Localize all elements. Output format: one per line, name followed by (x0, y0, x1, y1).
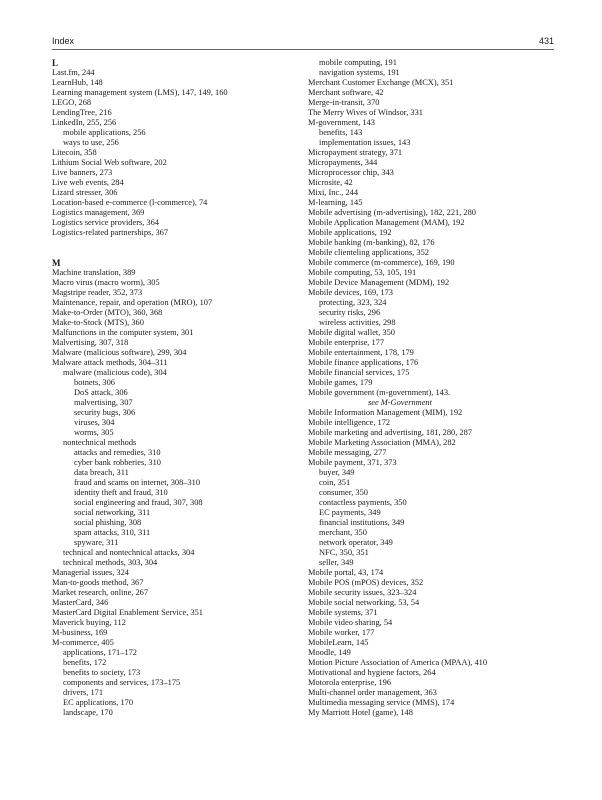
index-entry: Mobile worker, 177 (308, 628, 375, 637)
index-subentry: attacks and remedies, 310 (74, 448, 161, 457)
index-subentry: EC payments, 349 (319, 508, 381, 517)
index-subentry: ways to use, 256 (63, 138, 119, 147)
index-subentry: consumer, 350 (319, 488, 368, 497)
index-subentry: benefits, 143 (319, 128, 363, 137)
index-subentry: cyber bank robberies, 310 (74, 458, 161, 467)
index-entry: Malvertising, 307, 318 (52, 338, 129, 347)
index-entry: Mobile commerce (m-commerce), 169, 190 (308, 258, 455, 267)
header-rule (52, 49, 554, 50)
index-entry: Mobile Device Management (MDM), 192 (308, 278, 450, 287)
index-entry: Malware (malicious software), 299, 304 (52, 348, 187, 357)
page-number: 431 (538, 36, 554, 46)
index-subentry: social networking, 311 (74, 508, 151, 517)
index-entry: Macro virus (macro worm), 305 (52, 278, 160, 287)
index-entry: Mobile Application Management (MAM), 192 (308, 218, 465, 227)
index-subentry: navigation systems, 191 (319, 68, 400, 77)
section-gap (52, 238, 302, 248)
index-entry: Mobile Information Management (MIM), 192 (308, 408, 463, 417)
index-entry: M-learning, 145 (308, 198, 363, 207)
index-entry: Litecoin, 358 (52, 148, 97, 157)
index-subentry: landscape, 170 (63, 708, 113, 717)
index-entry: Lithium Social Web software, 202 (52, 158, 167, 167)
index-entry: Mixi, Inc., 244 (308, 188, 359, 197)
index-subentry: buyer, 349 (319, 468, 355, 477)
index-entry: Mobile messaging, 277 (308, 448, 387, 457)
index-entry: MasterCard, 346 (52, 598, 109, 607)
index-subentry: nontechnical methods (63, 438, 137, 447)
running-header-section: Index (52, 36, 75, 46)
index-entry: Learning management system (LMS), 147, 149, 160 (52, 88, 228, 97)
index-letter-heading: M (52, 258, 61, 268)
index-subentry: malware (malicious code), 304 (63, 368, 167, 377)
index-entry: Live web events, 284 (52, 178, 124, 187)
index-entry: Motion Picture Association of America (MPAA), 410 (308, 658, 488, 667)
index-entry: Mobile government (m-government), 143. (308, 388, 451, 397)
index-subentry: data breach, 311 (74, 468, 129, 477)
index-entry: Merge-in-transit, 370 (308, 98, 380, 107)
index-entry: Microsite, 42 (308, 178, 353, 187)
index-subentry: spam attacks, 310, 311 (74, 528, 151, 537)
index-entry: Malfunctions in the computer system, 301 (52, 328, 194, 337)
index-see-reference: see M-Government (368, 398, 432, 407)
index-subentry: identity theft and fraud, 310 (74, 488, 168, 497)
index-entry: Mobile video sharing, 54 (308, 618, 393, 627)
index-subentry: fraud and scams on internet, 308–310 (74, 478, 201, 487)
index-subentry: benefits to society, 173 (63, 668, 141, 677)
index-entry: LendingTree, 216 (52, 108, 112, 117)
index-entry: LearnHub, 148 (52, 78, 103, 87)
index-column-left (52, 58, 302, 718)
index-entry: Make-to-Order (MTO), 360, 368 (52, 308, 163, 317)
index-entry: Mobile games, 179 (308, 378, 373, 387)
index-entry: Mobile finance applications, 176 (308, 358, 419, 367)
index-entry: Multi-channel order management, 363 (308, 688, 437, 697)
index-subentry: applications, 171–172 (63, 648, 137, 657)
index-subentry: technical and nontechnical attacks, 304 (63, 548, 195, 557)
index-subentry: malvertising, 307 (74, 398, 133, 407)
index-subentry: network operator, 349 (319, 538, 393, 547)
index-entry: Logistics service providers, 364 (52, 218, 159, 227)
index-subentry: seller, 349 (319, 558, 354, 567)
index-subentry: security risks, 296 (319, 308, 381, 317)
index-subentry: implementation issues, 143 (319, 138, 411, 147)
index-entry: Mobile marketing and advertising, 181, 280, 287 (308, 428, 472, 437)
index-entry: Moodle, 149 (308, 648, 351, 657)
section-gap (52, 248, 302, 258)
index-entry: Merchant Customer Exchange (MCX), 351 (308, 78, 454, 87)
index-entry: Mobile financial services, 175 (308, 368, 410, 377)
index-entry: Mobile portal, 43, 174 (308, 568, 384, 577)
index-entry: Logistics-related partnerships, 367 (52, 228, 169, 237)
index-entry: Malware attack methods, 304–311 (52, 358, 168, 367)
index-entry: MobileLearn, 145 (308, 638, 369, 647)
index-subentry: DoS attack, 306 (74, 388, 128, 397)
index-subentry: benefits, 172 (63, 658, 107, 667)
index-subentry: wireless activities, 298 (319, 318, 396, 327)
index-entry: Mobile devices, 169, 173 (308, 288, 393, 297)
index-entry: Motivational and hygiene factors, 264 (308, 668, 436, 677)
index-entry: My Marriott Hotel (game), 148 (308, 708, 413, 717)
index-subentry: worms, 305 (74, 428, 114, 437)
index-entry: M-commerce, 405 (52, 638, 114, 647)
index-entry: Mobile computing, 53, 105, 191 (308, 268, 417, 277)
index-entry: Mobile clienteling applications, 352 (308, 248, 429, 257)
index-subentry: botnets, 306 (74, 378, 115, 387)
index-subentry: contactless payments, 350 (319, 498, 407, 507)
index-entry: The Merry Wives of Windsor, 331 (308, 108, 423, 117)
index-column-right (308, 58, 558, 718)
index-subentry: security bugs, 306 (74, 408, 136, 417)
index-entry: Last.fm, 244 (52, 68, 95, 77)
index-entry: M-government, 143 (308, 118, 375, 127)
index-entry: Motorola enterprise, 196 (308, 678, 392, 687)
index-entry: Logistics management, 369 (52, 208, 145, 217)
index-entry: MasterCard Digital Enablement Service, 351 (52, 608, 203, 617)
index-entry: Mobile advertising (m-advertising), 182, 221, 280 (308, 208, 476, 217)
index-entry: LEGO, 268 (52, 98, 92, 107)
index-subentry: spyware, 311 (74, 538, 119, 547)
index-entry: Market research, online, 267 (52, 588, 149, 597)
index-entry: Mobile digital wallet, 350 (308, 328, 395, 337)
index-subentry: technical methods, 303, 304 (63, 558, 158, 567)
index-subentry: mobile computing, 191 (319, 58, 397, 67)
index-subentry: EC applications, 170 (63, 698, 134, 707)
index-subentry: financial institutions, 349 (319, 518, 405, 527)
index-entry: Mobile POS (mPOS) devices, 352 (308, 578, 424, 587)
index-entry: Mobile payment, 371, 373 (308, 458, 397, 467)
index-entry: Mobile entertainment, 178, 179 (308, 348, 414, 357)
index-entry: Multimedia messaging service (MMS), 174 (308, 698, 455, 707)
index-entry: Mobile banking (m-banking), 82, 176 (308, 238, 435, 247)
index-entry: Merchant software, 42 (308, 88, 384, 97)
index-entry: Managerial issues, 324 (52, 568, 129, 577)
index-entry: Mobile security issues, 323–324 (308, 588, 417, 597)
index-entry: Mobile applications, 192 (308, 228, 392, 237)
index-letter-heading: L (52, 58, 59, 68)
index-entry: Location-based e-commerce (l-commerce), 74 (52, 198, 208, 207)
index-entry: Maverick buying, 112 (52, 618, 126, 627)
index-entry: Mobile social networking, 53, 54 (308, 598, 420, 607)
index-subentry: NFC, 350, 351 (319, 548, 369, 557)
index-subentry: components and services, 173–175 (63, 678, 181, 687)
index-entry: Microprocessor chip, 343 (308, 168, 394, 177)
index-entry: Man-to-goods method, 367 (52, 578, 144, 587)
index-subentry: coin, 351 (319, 478, 351, 487)
index-entry: Micropayments, 344 (308, 158, 378, 167)
index-entry: LinkedIn, 255, 256 (52, 118, 117, 127)
index-subentry: protecting, 323, 324 (319, 298, 387, 307)
index-entry: M-business, 169 (52, 628, 108, 637)
index-entry: Magstripe reader, 352, 373 (52, 288, 143, 297)
index-subentry: merchant, 350 (319, 528, 367, 537)
index-entry: Live banners, 273 (52, 168, 113, 177)
index-subentry: social engineering and fraud, 307, 308 (74, 498, 203, 507)
index-subentry: drivers, 171 (63, 688, 104, 697)
index-entry: Machine translation, 389 (52, 268, 136, 277)
index-entry: Micropayment strategy, 371 (308, 148, 403, 157)
index-entry: Make-to-Stock (MTS), 360 (52, 318, 144, 327)
index-entry: Mobile intelligence, 172 (308, 418, 391, 427)
index-entry: Mobile systems, 371 (308, 608, 378, 617)
index-subentry: viruses, 304 (74, 418, 115, 427)
index-subentry: mobile applications, 256 (63, 128, 146, 137)
index-subentry: social phishing, 308 (74, 518, 142, 527)
index-entry: Mobile enterprise, 177 (308, 338, 385, 347)
index-entry: Maintenance, repair, and operation (MRO), 107 (52, 298, 213, 307)
index-entry: Mobile Marketing Association (MMA), 282 (308, 438, 456, 447)
index-entry: Lizard stresser, 306 (52, 188, 118, 197)
